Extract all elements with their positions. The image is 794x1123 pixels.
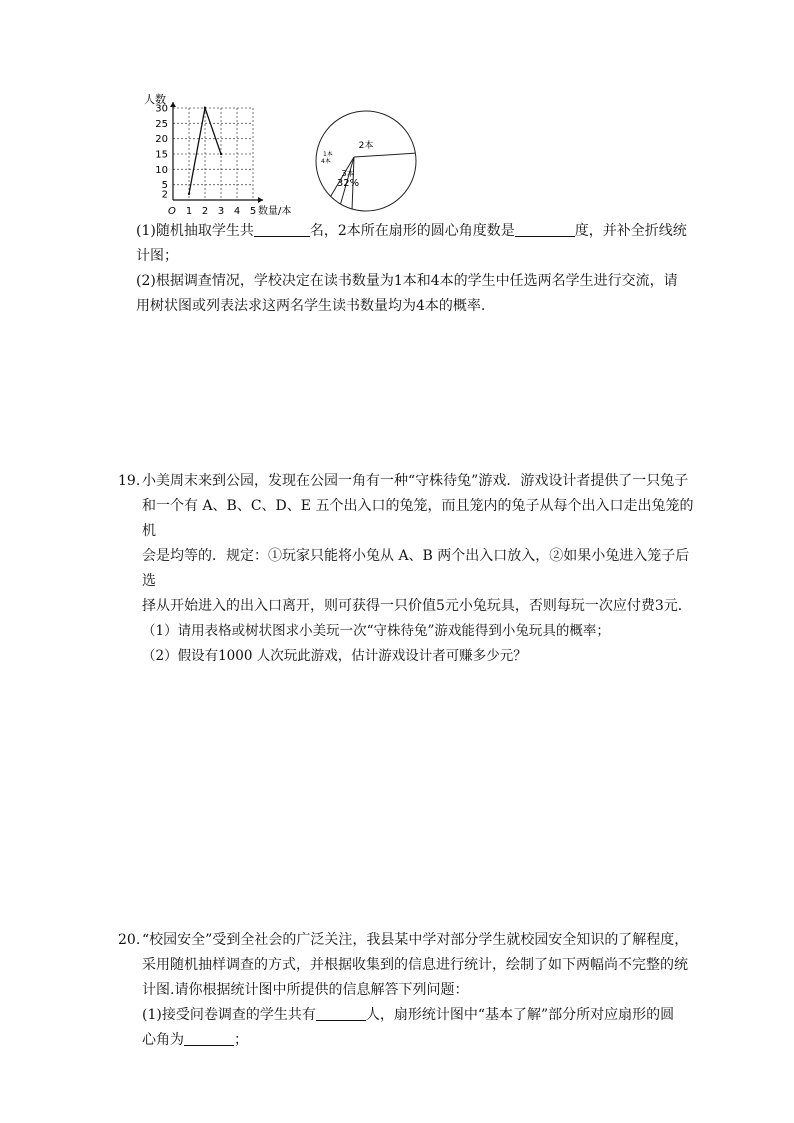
q20-part1-text-b: 人，扇形统计图中“基本了解”部分所对应扇形的圆 [365, 1007, 675, 1023]
y-tick-label: 20 [155, 134, 168, 146]
q18-part2-text-b: 用树状图或列表法求这两名学生读书数量均为4本的概率. [136, 298, 486, 314]
x-tick-label: 2 [201, 206, 209, 216]
pie-percent-label: 32% [336, 178, 360, 189]
q20-line: 采用随机抽样调查的方式，并根据收集到的信息进行统计，绘制了如下两幅尚不完整的统 [142, 957, 688, 973]
q19-line: 择从开始进入的出入口离开，则可获得一只价值5元小兔玩具，否则每玩一次应付费3元． [142, 598, 692, 614]
question-20 [120, 928, 700, 1053]
data-point [204, 107, 206, 109]
q18-part2-text-a: (2)根据调查情况，学校决定在读书数量为1本和4本的学生中任选两名学生进行交流，请 [136, 273, 678, 289]
x-tick-label: 4 [233, 206, 241, 216]
y-tick-labels [155, 104, 168, 201]
pie-label-1ben: 1本 [323, 151, 333, 158]
q18-part2-line1 [120, 269, 700, 294]
pie-label-3ben: 3本 [341, 169, 355, 178]
q20-part1-text-a: (1)接受问卷调查的学生共有 [142, 1007, 316, 1023]
q18-part1-line1 [120, 219, 700, 244]
q18-part2-line2 [120, 294, 700, 319]
y-tick-label: 2 [161, 189, 168, 201]
y-axis-arrow [170, 102, 176, 107]
data-point [220, 153, 222, 155]
q20-part1-line1 [142, 1003, 700, 1028]
answer-blank [515, 222, 575, 237]
x-axis-arrow [258, 197, 263, 203]
y-axis-label: 人数 [144, 93, 166, 106]
q19-line: 会是均等的．规定：①玩家只能将小兔从 A、B 两个出入口放入，②如果小兔进入笼子后选 [142, 548, 690, 589]
q20-part1-text-c: 心角为 [142, 1032, 184, 1048]
y-tick-label: 30 [155, 103, 168, 115]
answer-blank [254, 222, 310, 237]
pie-label-2ben: 2本 [358, 141, 374, 151]
q20-body [120, 928, 700, 1053]
answer-blank [184, 1031, 234, 1046]
x-tick-label: 1 [185, 206, 193, 216]
chart-axes [170, 102, 263, 203]
question-number: 19. [118, 473, 141, 489]
q19-body [120, 469, 700, 669]
q19-sub2: （2）假设有1000 人次玩此游戏，估计游戏设计者可赚多少元？ [142, 648, 527, 664]
q18-part1-line2 [120, 244, 700, 269]
answer-blank [316, 1006, 366, 1021]
x-tick-label: 5 [249, 206, 257, 216]
q18-part1-text-a: (1)随机抽取学生共 [136, 223, 254, 239]
x-tick-labels [186, 206, 256, 216]
q19-sub1: （1）请用表格或树状图求小美玩一次“守株待兔”游戏能得到小兔玩具的概率； [142, 623, 610, 639]
x-tick-label: 3 [217, 206, 225, 216]
question-number: 20. [118, 932, 141, 948]
y-tick-label: 5 [161, 180, 168, 192]
origin-label: O [168, 206, 176, 216]
pie-chart [306, 106, 426, 216]
y-tick-label: 10 [155, 164, 168, 176]
q19-line: 和一个有 A、B、C、D、E 五个出入口的兔笼，而且笼内的兔子从每个出入口走出兔笼的机 [142, 498, 694, 539]
q18-part1-text-d: 计图； [136, 248, 178, 264]
pie-label-4ben: 4本 [321, 158, 331, 165]
q19-line: 小美周末来到公园，发现在公园一角有一种“守株待兔”游戏．游戏设计者提供了一只兔子 [142, 473, 689, 489]
x-axis-label: 数量/本 [258, 206, 292, 216]
q20-part1-line2 [142, 1028, 700, 1053]
q18-part1-text-c: 度，并补全折线统 [574, 223, 687, 239]
question-19 [120, 469, 700, 669]
chart-grid [173, 108, 253, 200]
q20-line: 计图.请你根据统计图中所提供的信息解答下列问题： [142, 982, 469, 998]
q20-line: “校园安全”受到全社会的广泛关注，我县某中学对部分学生就校园安全知识的了解程度， [142, 932, 689, 948]
question-18-text [120, 219, 700, 319]
q18-part1-text-b: 名，2本所在扇形的圆心角度数是 [309, 223, 515, 239]
q20-part1-text-d: ； [234, 1032, 248, 1048]
data-point [188, 193, 190, 195]
y-tick-label: 25 [155, 118, 168, 130]
y-tick-label: 15 [155, 149, 168, 161]
line-chart [140, 92, 300, 216]
